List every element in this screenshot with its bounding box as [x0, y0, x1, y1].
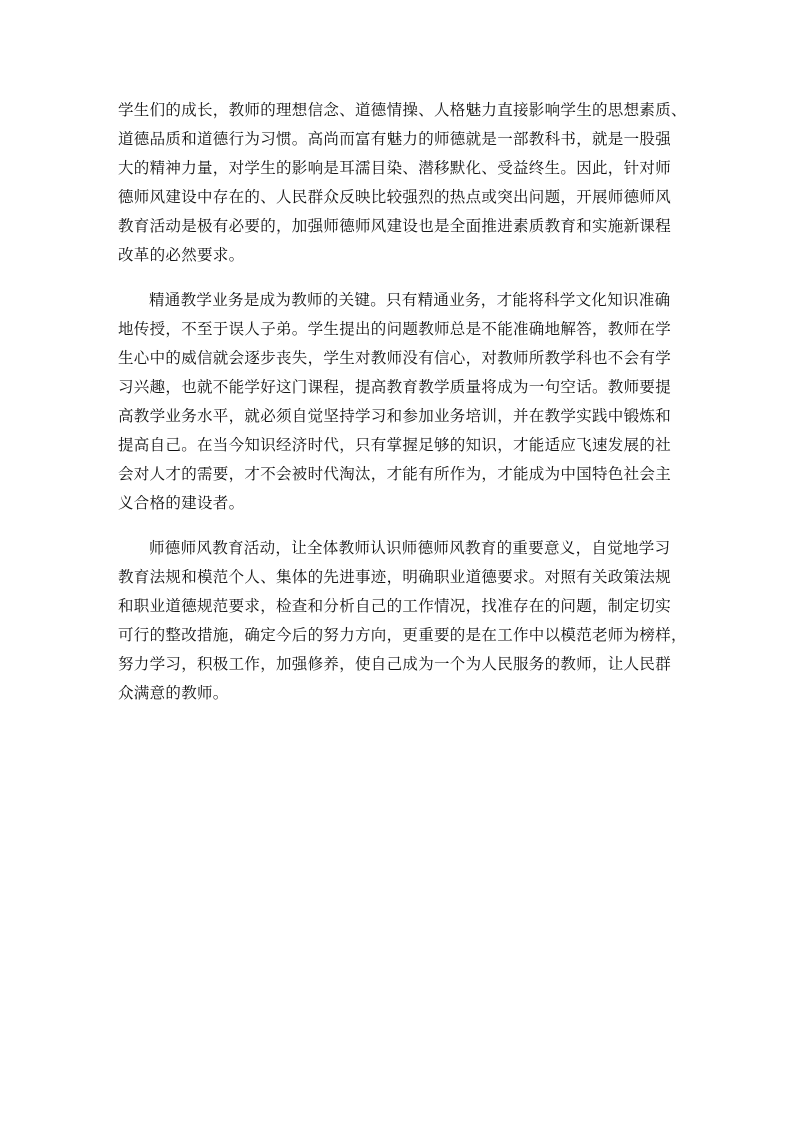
text-line: 教育活动是极有必要的，加强师德师风建设也是全面推进素质教育和实施新课程 — [118, 217, 672, 235]
text-line: 地传授，不至于误人子弟。学生提出的问题教师总是不能准确地解答，教师在学 — [118, 320, 672, 338]
text-line: 会对人才的需要，才不会被时代淘汰，才能有所作为，才能成为中国特色社会主 — [118, 465, 672, 483]
text-line: 学生们的成长，教师的理想信念、道德情操、人格魅力直接影响学生的思想素质、 — [118, 101, 687, 119]
text-line: 道德品质和道德行为习惯。高尚而富有魅力的师德就是一部教科书，就是一股强 — [118, 130, 672, 148]
text-line: 改革的必然要求。 — [118, 246, 245, 264]
paragraph-3 — [118, 534, 698, 708]
text-line: 高教学业务水平，就必须自觉坚持学习和参加业务培训，并在教学实践中锻炼和 — [118, 407, 672, 425]
text-line: 众满意的教师。 — [118, 684, 229, 702]
text-line: 努力学习，积极工作，加强修养，使自己成为一个为人民服务的教师，让人民群 — [118, 655, 672, 673]
text-line: 提高自己。在当今知识经济时代，只有掌握足够的知识，才能适应飞速发展的社 — [118, 436, 672, 454]
text-line: 习兴趣，也就不能学好这门课程，提高教育教学质量将成为一句空话。教师要提 — [118, 378, 672, 396]
document-body — [118, 96, 698, 724]
text-line: 教育法规和模范个人、集体的先进事迹，明确职业道德要求。对照有关政策法规 — [118, 568, 672, 586]
paragraph-1 — [118, 96, 698, 270]
paragraph-2 — [118, 286, 698, 518]
text-line: 可行的整改措施，确定今后的努力方向，更重要的是在工作中以模范老师为榜样， — [118, 626, 687, 644]
text-line: 德师风建设中存在的、人民群众反映比较强烈的热点或突出问题，开展师德师风 — [118, 188, 672, 206]
text-line: 义合格的建设者。 — [118, 494, 245, 512]
text-line: 师德师风教育活动，让全体教师认识师德师风教育的重要意义，自觉地学习 — [149, 539, 671, 557]
text-line: 生心中的威信就会逐步丧失，学生对教师没有信心，对教师所教学科也不会有学 — [118, 349, 672, 367]
text-line: 精通教学业务是成为教师的关键。只有精通业务，才能将科学文化知识准确 — [149, 291, 671, 309]
text-line: 和职业道德规范要求，检查和分析自己的工作情况，找准存在的问题，制定切实 — [118, 597, 672, 615]
text-line: 大的精神力量，对学生的影响是耳濡目染、潜移默化、受益终生。因此，针对师 — [118, 159, 672, 177]
